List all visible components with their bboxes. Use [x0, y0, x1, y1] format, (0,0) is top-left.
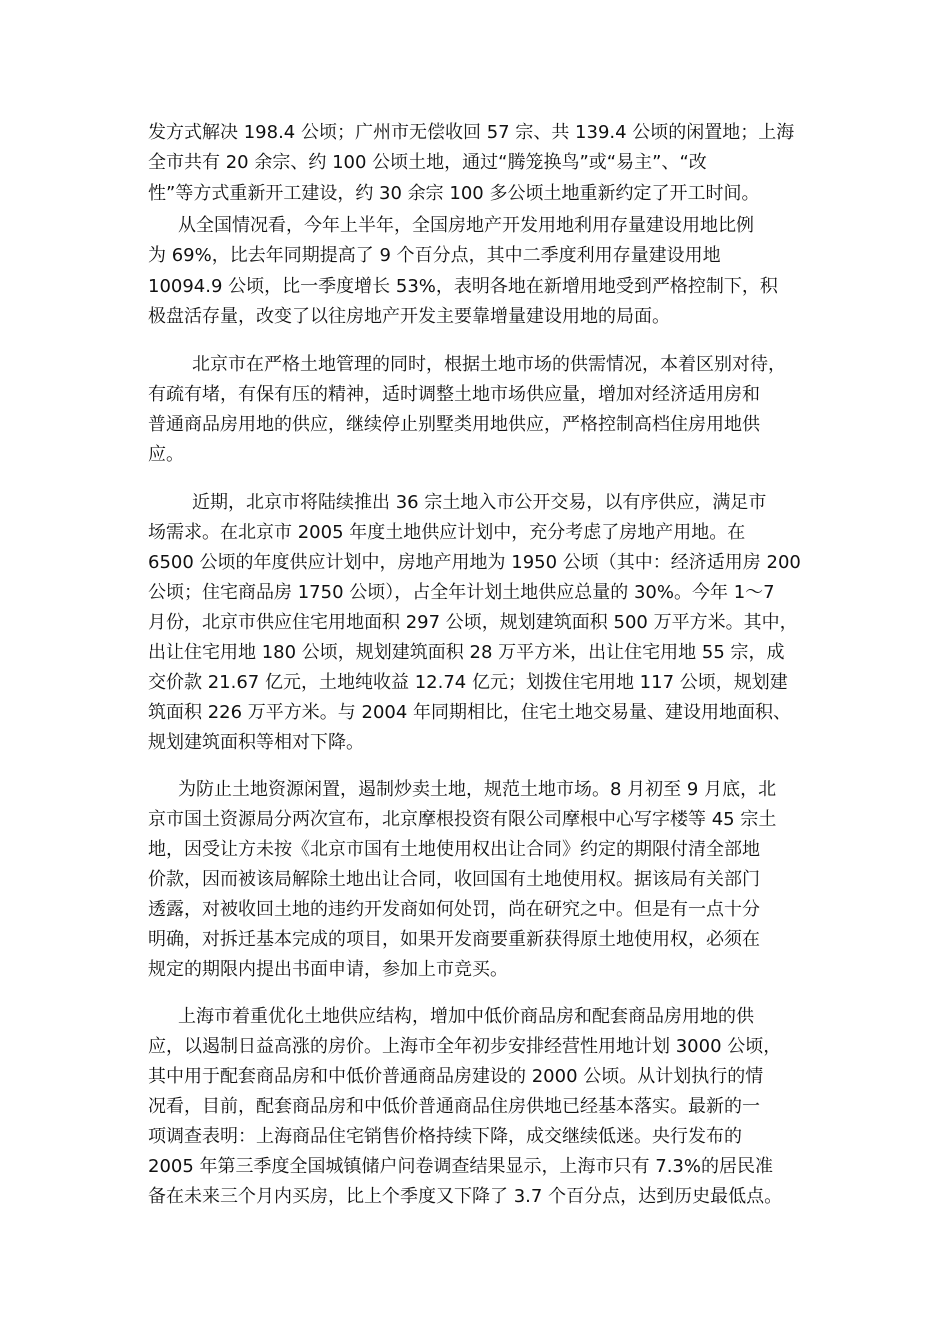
- text-line: 6500 公顷的年度供应计划中，房地产用地为 1950 公顷（其中：经济适用房 200: [148, 552, 801, 573]
- text-line: 应。: [148, 444, 184, 465]
- text-line: 月份，北京市供应住宅用地面积 297 公顷，规划建筑面积 500 万平方米。其中，: [148, 612, 798, 633]
- text-line: 交价款 21.67 亿元，土地纯收益 12.74 亿元；划拨住宅用地 117 公顷，规划建: [148, 672, 788, 693]
- text-line: 从全国情况看，今年上半年，全国房地产开发用地利用存量建设用地比例: [178, 215, 754, 236]
- text-line: 全市共有 20 余宗、约 100 公顷土地，通过“腾笼换鸟”或“易主”、“改: [148, 152, 707, 173]
- text-line: 公顷；住宅商品房 1750 公顷），占全年计划土地供应总量的 30%。今年 1～7: [148, 582, 775, 603]
- text-line: 其中用于配套商品房和中低价普通商品房建设的 2000 公顷。从计划执行的情: [148, 1066, 764, 1087]
- text-line: 北京市在严格土地管理的同时，根据土地市场的供需情况，本着区别对待，: [192, 354, 786, 375]
- text-line: 透露，对被收回土地的违约开发商如何处罚，尚在研究之中。但是有一点十分: [148, 899, 760, 920]
- text-line: 价款，因而被该局解除土地出让合同，收回国有土地使用权。据该局有关部门: [148, 869, 760, 890]
- text-line: 备在未来三个月内买房，比上个季度又下降了 3.7 个百分点，达到历史最低点。: [148, 1186, 783, 1207]
- text-line: 筑面积 226 万平方米。与 2004 年同期相比，住宅土地交易量、建设用地面积、: [148, 702, 792, 723]
- text-line: 近期，北京市将陆续推出 36 宗土地入市公开交易，以有序供应，满足市: [192, 492, 767, 513]
- text-line: 2005 年第三季度全国城镇储户问卷调查结果显示，上海市只有 7.3%的居民准: [148, 1156, 773, 1177]
- text-line: 京市国土资源局分两次宣布，北京摩根投资有限公司摩根中心写字楼等 45 宗土: [148, 809, 777, 830]
- text-line: 场需求。在北京市 2005 年度土地供应计划中，充分考虑了房地产用地。在: [148, 522, 746, 543]
- text-line: 为防止土地资源闲置，遏制炒卖土地，规范土地市场。8 月初至 9 月底，北: [178, 779, 777, 800]
- text-line: 项调查表明：上海商品住宅销售价格持续下降，成交继续低迷。央行发布的: [148, 1126, 742, 1147]
- text-line: 10094.9 公顷，比一季度增长 53%，表明各地在新增用地受到严格控制下，积: [148, 276, 778, 297]
- text-line: 极盘活存量，改变了以往房地产开发主要靠增量建设用地的局面。: [148, 306, 670, 327]
- text-line: 为 69%，比去年同期提高了 9 个百分点，其中二季度利用存量建设用地: [148, 245, 721, 266]
- text-line: 规定的期限内提出书面申请，参加上市竞买。: [148, 959, 508, 980]
- text-line: 性”等方式重新开工建设，约 30 余宗 100 多公顷土地重新约定了开工时间。: [148, 183, 760, 204]
- text-line: 出让住宅用地 180 公顷，规划建筑面积 28 万平方米，出让住宅用地 55 宗，成: [148, 642, 785, 663]
- text-line: 规划建筑面积等相对下降。: [148, 732, 364, 753]
- text-line: 况看，目前，配套商品房和中低价普通商品住房供地已经基本落实。最新的一: [148, 1096, 760, 1117]
- text-line: 上海市着重优化土地供应结构，增加中低价商品房和配套商品房用地的供: [178, 1006, 754, 1027]
- text-line: 普通商品房用地的供应，继续停止别墅类用地供应，严格控制高档住房用地供: [148, 414, 760, 435]
- text-line: 有疏有堵，有保有压的精神，适时调整土地市场供应量，增加对经济适用房和: [148, 384, 760, 405]
- text-line: 地，因受让方未按《北京市国有土地使用权出让合同》约定的期限付清全部地: [148, 839, 760, 860]
- text-line: 明确，对拆迁基本完成的项目，如果开发商要重新获得原土地使用权，必须在: [148, 929, 760, 950]
- text-line: 发方式解决 198.4 公顷；广州市无偿收回 57 宗、共 139.4 公顷的闲置地；上海: [148, 122, 795, 143]
- text-line: 应，以遏制日益高涨的房价。上海市全年初步安排经营性用地计划 3000 公顷，: [148, 1036, 782, 1057]
